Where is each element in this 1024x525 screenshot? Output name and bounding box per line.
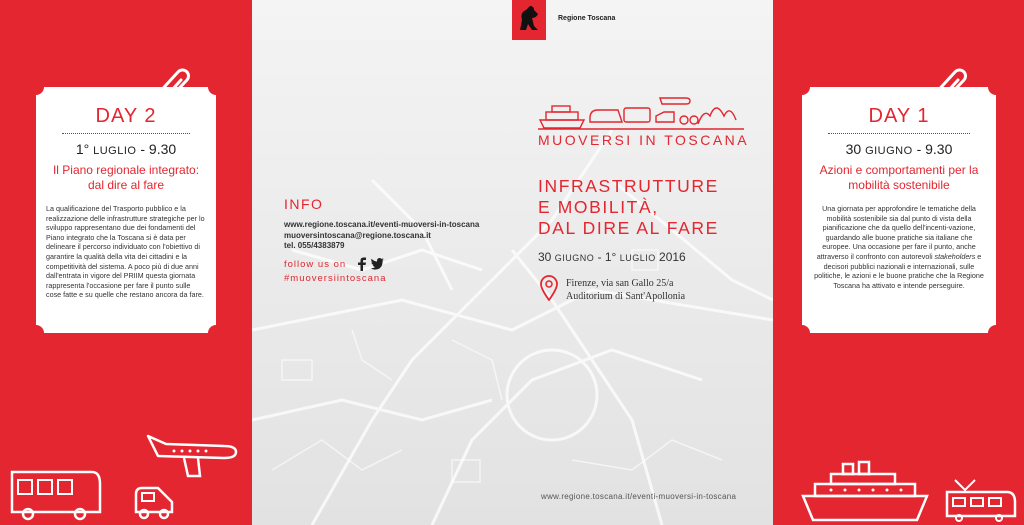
headline: INFRASTRUTTURE E MOBILITÀ, DAL DIRE AL FARE: [538, 176, 719, 238]
event-date: 1° LUGLIO - 9.30: [75, 141, 177, 157]
card-body: Una giornata per approfondire le tematiche della mobilità sostenibile sia dal punto di vista della pianificazione che da quello dell'incenti-vazione, guardando alle buone pratiche sia italiane che europee. Una occasione per fare il punto, anche attraverso il confronto con autorevoli stakeholders e decisori pubblici nazionali e internazionali, sulle politiche, le azioni e le buone pratiche che la Regione Toscana ha attivato e intende perseguire.: [814, 204, 984, 290]
card-body: La qualificazione del Trasporto pubblico e la realizzazione delle infrastrutture strategiche per lo sviluppo rappresentano due dei fondamenti del Piano integrato che la Toscana si è data per delineare il percorso individuato con l'obiettivo di garantire la qualità della vita dei cittadini e la competitività del sistema. A poco più di due anni dall'entrata in vigore del PRIIM questa giornata rappresenta l'occasione per fare il punto sulle cose fatte e su quelle che restano ancora da fare.: [46, 204, 205, 300]
train-icon: [945, 478, 1017, 522]
card-subtitle: Il Piano regionale integrato: dal dire al fare: [52, 163, 200, 192]
twitter-icon[interactable]: [370, 257, 385, 271]
info-contacts: [284, 220, 479, 252]
day-title: DAY 2: [95, 105, 157, 127]
card-subtitle: Azioni e comportamenti per la mobilità sostenibile: [819, 163, 979, 192]
divider: [62, 133, 190, 134]
lion-logo-icon: [512, 0, 546, 40]
brand-title: MUOVERSI IN TOSCANA: [538, 132, 750, 148]
info-phone: tel. 055/4383879: [284, 241, 345, 250]
car-icon: [132, 484, 178, 522]
footer-url[interactable]: www.regione.toscana.it/eventi-muoversi-in-toscana: [541, 492, 737, 501]
bus-icon: [8, 464, 102, 522]
follow-label: follow us on: [284, 259, 347, 270]
event-date: 30 GIUGNO - 9.30: [845, 141, 953, 157]
divider: [828, 133, 970, 134]
info-title: INFO: [284, 196, 324, 212]
transport-illustration: [538, 94, 744, 130]
info-email-link[interactable]: muoversintoscana@regione.toscana.it: [284, 230, 431, 240]
facebook-icon[interactable]: [357, 257, 367, 271]
day2-card: [36, 87, 216, 333]
day1-card: [802, 87, 996, 333]
airplane-icon: [144, 432, 240, 486]
ship-icon: [801, 458, 929, 522]
location-pin-icon: [540, 275, 558, 301]
info-website-link[interactable]: www.regione.toscana.it/eventi-muoversi-in-toscana: [284, 220, 480, 229]
logo-text: Regione Toscana: [558, 15, 616, 22]
event-dates: 30 GIUGNO - 1° LUGLIO 2016: [538, 250, 686, 264]
day-title: DAY 1: [868, 105, 930, 127]
hashtag: #muoversiintoscana: [284, 273, 387, 284]
venue: Firenze, via san Gallo 25/a Auditorium di Sant'Apollonia: [566, 278, 686, 302]
